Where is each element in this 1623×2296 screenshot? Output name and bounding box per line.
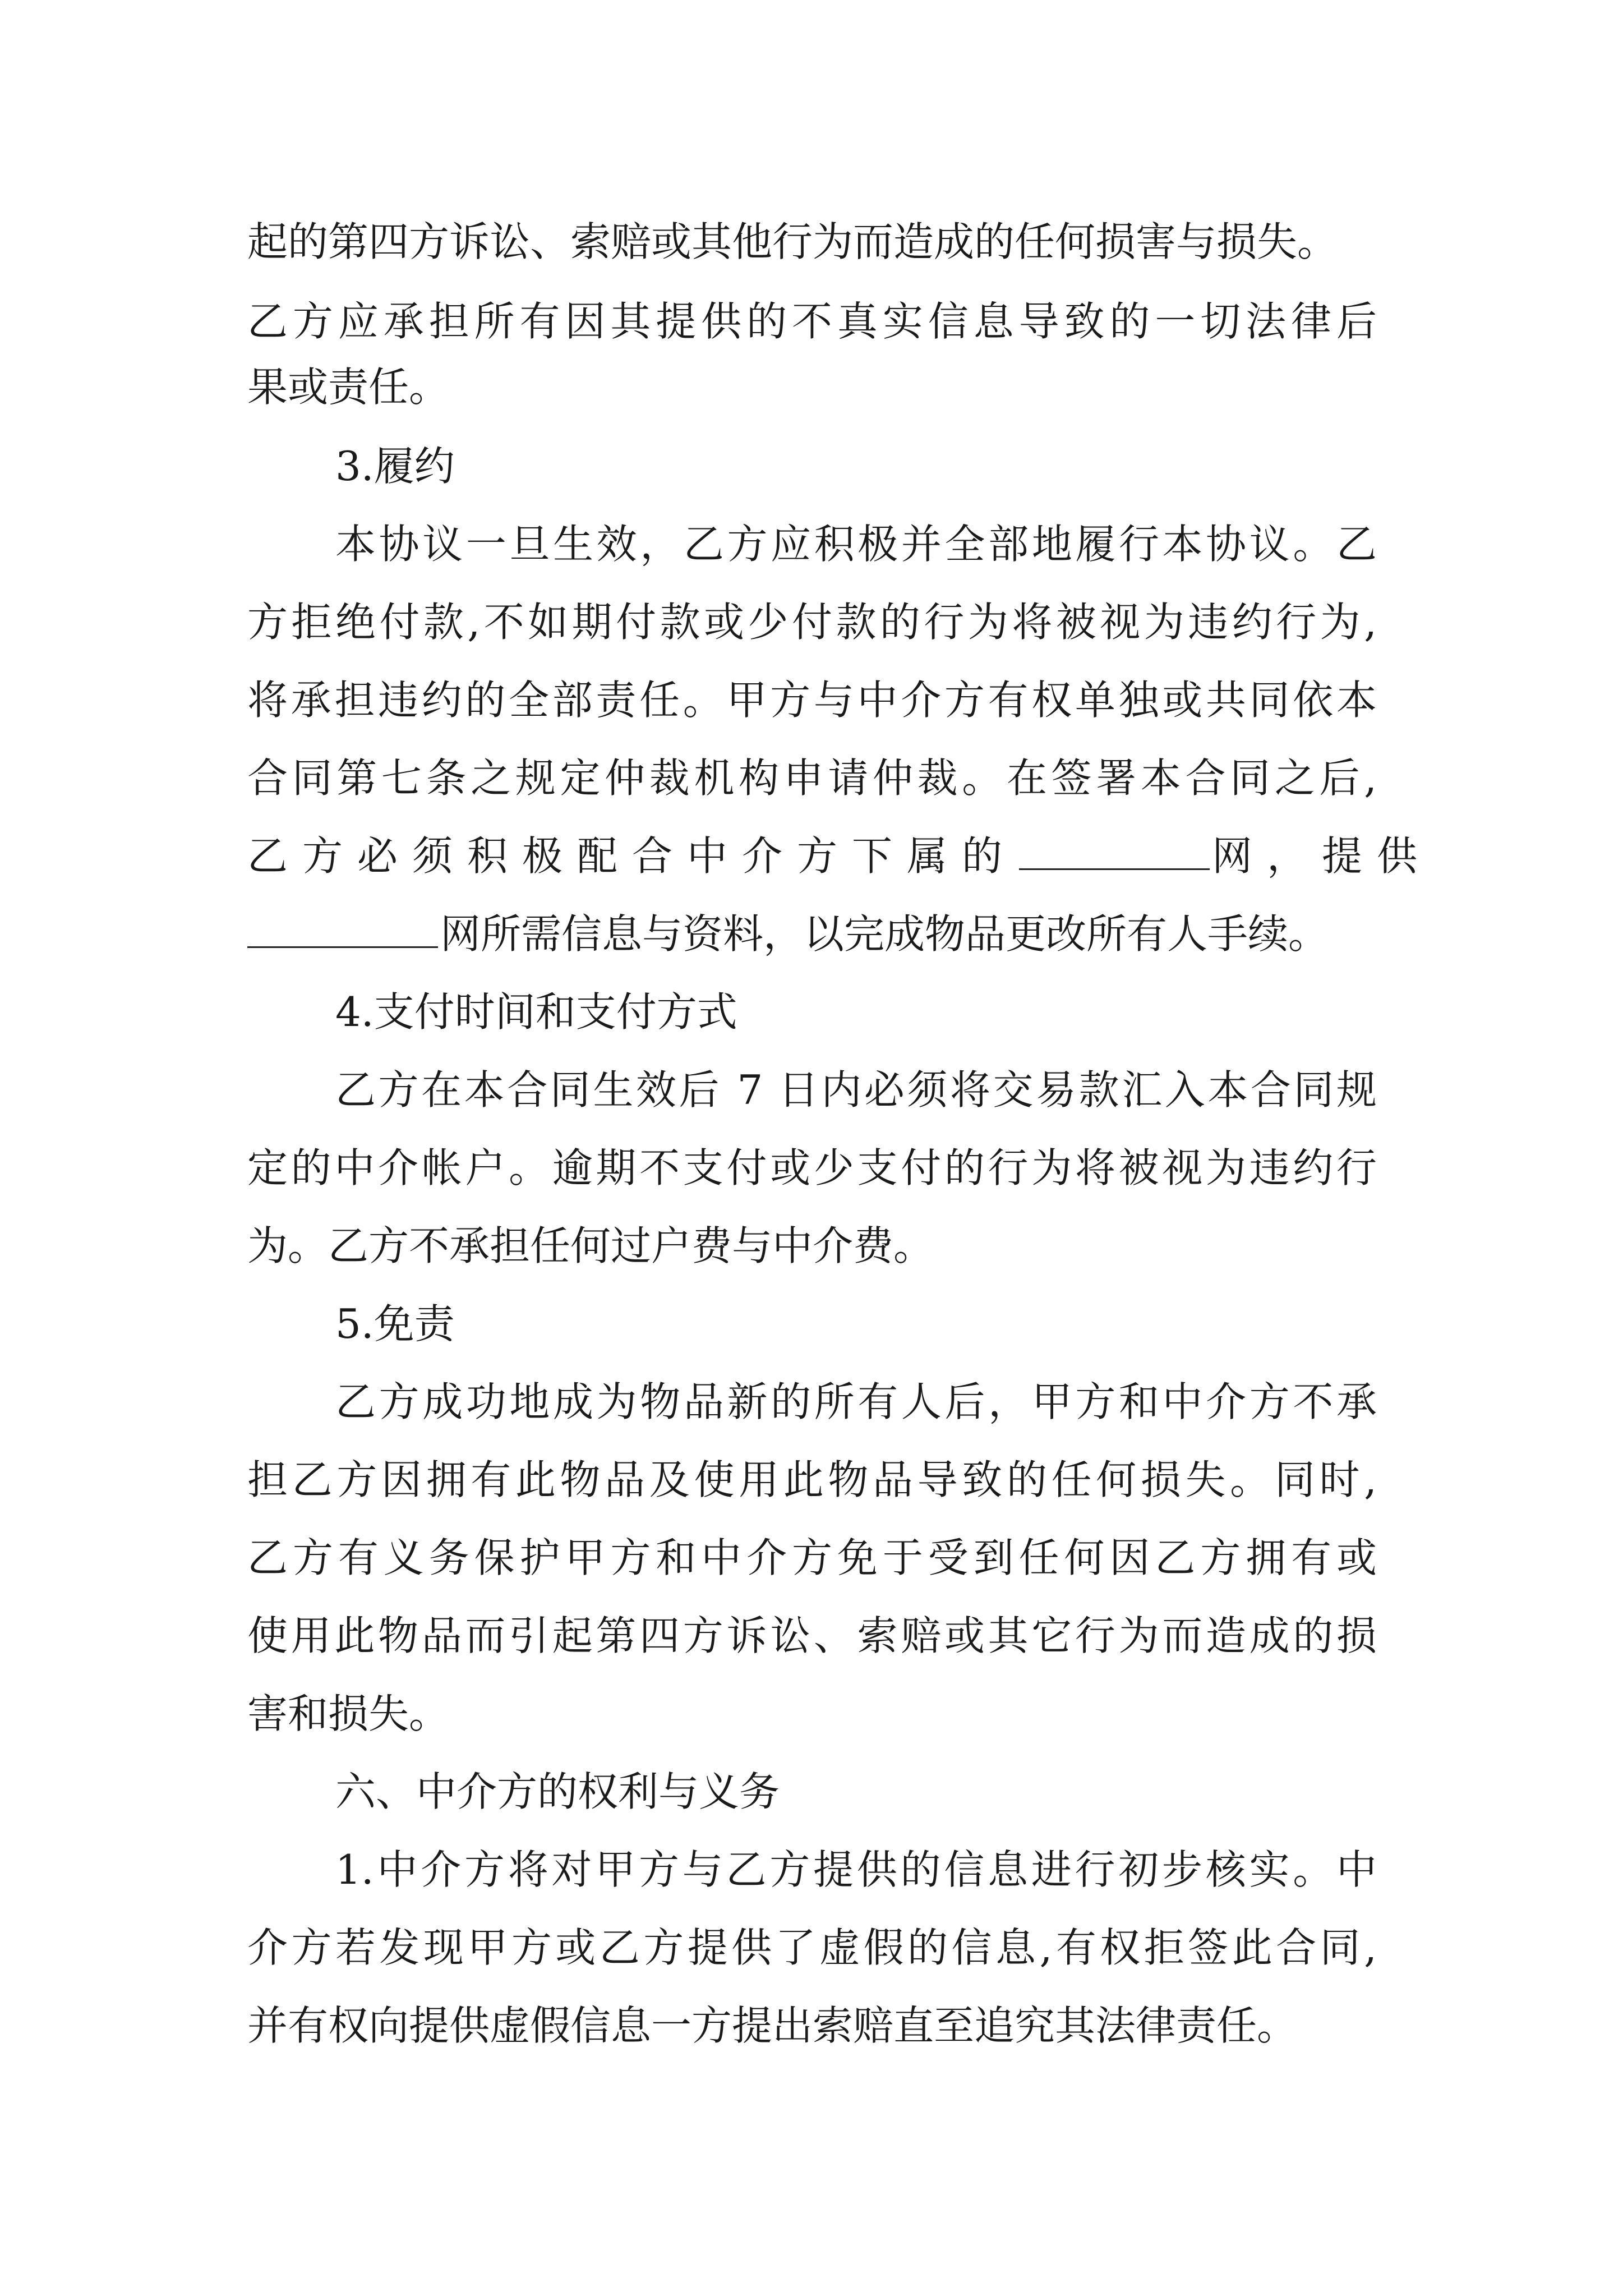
line-text: 网所需信息与资料，以完成物品更改所有人手续。 xyxy=(440,910,1329,958)
paragraph-line: 害和损失。 xyxy=(247,1690,450,1737)
section-heading: 3.履约 xyxy=(335,443,455,490)
line-text-end: 网，提供 xyxy=(1212,832,1432,880)
paragraph-line: 方拒绝付款,不如期付款或少付款的行为将被视为违约行为, xyxy=(247,599,1377,646)
fill-in-blank[interactable] xyxy=(247,909,438,948)
paragraph-line: 介方若发现甲方或乙方提供了虚假的信息,有权拒签此合同, xyxy=(247,1924,1377,1971)
section-heading: 5.免责 xyxy=(335,1300,455,1347)
paragraph-line: 乙方有义务保护甲方和中介方免于受到任何因乙方拥有或 xyxy=(247,1534,1377,1581)
paragraph-line-with-blank xyxy=(247,828,1432,884)
paragraph-line-with-blank xyxy=(247,906,1329,962)
paragraph-line: 定的中介帐户。逾期不支付或少支付的行为将被视为违约行 xyxy=(247,1144,1377,1191)
paragraph-line: 并有权向提供虚假信息一方提出索赔直至追究其法律责任。 xyxy=(247,2002,1298,2049)
section-heading: 六、中介方的权利与义务 xyxy=(335,1768,780,1815)
paragraph-line: 将承担违约的全部责任。甲方与中介方有权单独或共同依本 xyxy=(247,677,1377,724)
paragraph-line: 使用此物品而引起第四方诉讼、索赔或其它行为而造成的损 xyxy=(247,1612,1377,1659)
line-text-start: 乙方必须积极配合中介方下属的 xyxy=(247,832,1017,880)
paragraph-line: 为。乙方不承担任何过户费与中介费。 xyxy=(247,1222,934,1269)
paragraph-line: 起的第四方诉讼、索赔或其他行为而造成的任何损害与损失。 xyxy=(247,218,1338,265)
paragraph-line: 1.中介方将对甲方与乙方提供的信息进行初步核实。中 xyxy=(335,1846,1377,1893)
paragraph-line: 乙方成功地成为物品新的所有人后，甲方和中介方不承 xyxy=(335,1378,1377,1425)
paragraph-line: 果或责任。 xyxy=(247,364,450,411)
paragraph-line: 乙方在本合同生效后 7 日内必须将交易款汇入本合同规 xyxy=(335,1066,1377,1114)
section-heading: 4.支付时间和支付方式 xyxy=(335,988,737,1036)
fill-in-blank[interactable] xyxy=(1019,831,1210,870)
paragraph-line: 担乙方因拥有此物品及使用此物品导致的任何损失。同时, xyxy=(247,1456,1377,1503)
paragraph-line: 本协议一旦生效，乙方应积极并全部地履行本协议。乙 xyxy=(335,521,1377,568)
paragraph-line: 合同第七条之规定仲裁机构申请仲裁。在签署本合同之后, xyxy=(247,754,1377,802)
paragraph-line: 乙方应承担所有因其提供的不真实信息导致的一切法律后 xyxy=(247,298,1377,345)
